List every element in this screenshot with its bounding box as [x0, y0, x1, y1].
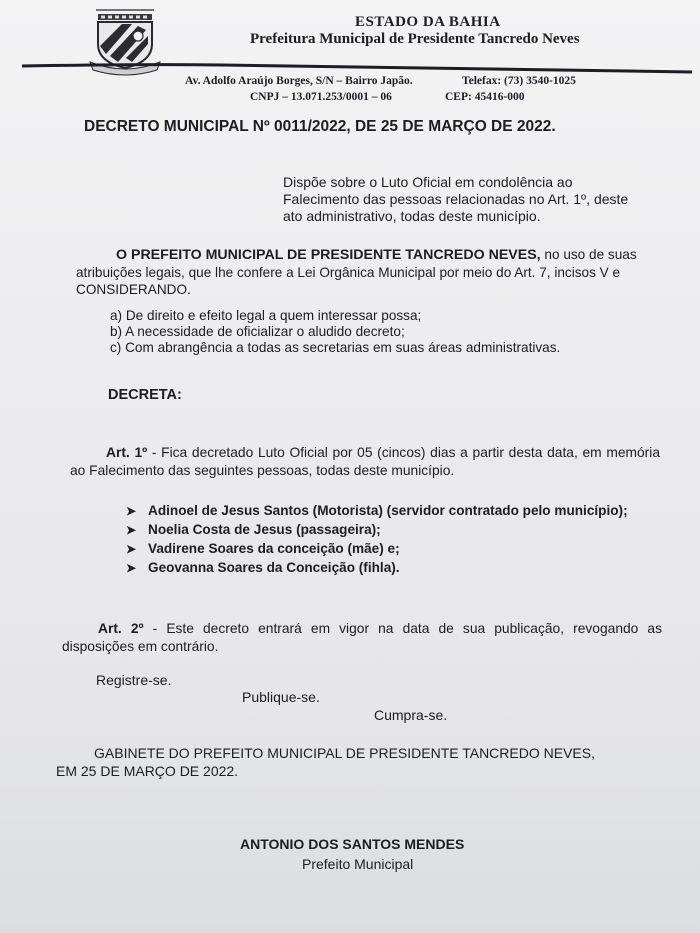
- list-item: c) Com abrangência a todas as secretarias em suas áreas administrativas.: [110, 340, 561, 355]
- cnpj-line: CNPJ – 13.071.253/0001 – 06: [250, 91, 392, 103]
- phone-line: Telefax: (73) 3540-1025: [462, 75, 576, 87]
- decree-summary: Dispõe sobre o Luto Oficial em condolência ao Falecimento das pessoas relacionadas no Art. 1º, deste ato administrativo, todas deste município.: [283, 174, 629, 224]
- article-2-label: Art. 2º: [98, 621, 144, 636]
- list-item: ➤ Adinoel de Jesus Santos (Motorista) (servidor contratado pelo município);: [126, 503, 628, 518]
- publique-se: Publique-se.: [242, 689, 320, 705]
- decree-preamble: [76, 246, 672, 298]
- address-line: Av. Adolfo Araújo Borges, S/N – Bairro Japão.: [185, 75, 413, 87]
- header-rule: [22, 62, 692, 76]
- state-heading: ESTADO DA BAHIA: [355, 14, 501, 30]
- decree-title: DECRETO MUNICIPAL Nº 0011/2022, DE 25 DE MARÇO DE 2022.: [84, 118, 556, 135]
- arrow-bullet-icon: ➤: [126, 504, 137, 518]
- signatory-name: ANTONIO DOS SANTOS MENDES: [240, 836, 465, 852]
- article-1-text: - Fica decretado Luto Oficial por 05 (cincos) dias a partir desta data, em memória ao Falecimento das seguintes pessoas, todas deste município.: [70, 445, 660, 478]
- arrow-bullet-icon: ➤: [126, 561, 137, 575]
- list-item: a) De direito e efeito legal a quem interessar possa;: [110, 308, 422, 323]
- signatory-role: Prefeito Municipal: [302, 856, 414, 872]
- list-item: b) A necessidade de oficializar o aludido decreto;: [110, 324, 405, 339]
- decreta-heading: DECRETA:: [108, 387, 182, 403]
- registre-se: Registre-se.: [96, 672, 172, 688]
- considerando-list: [110, 308, 560, 356]
- arrow-bullet-icon: ➤: [126, 542, 137, 556]
- cumpra-se: Cumpra-se.: [374, 707, 448, 723]
- article-2-text: - Este decreto entrará em vigor na data de sua publicação, revogando as disposições em contrário.: [62, 621, 662, 654]
- list-item: ➤ Noelia Costa de Jesus (passageira);: [126, 522, 381, 537]
- article-2: [62, 620, 662, 656]
- gabinete-closing: [56, 744, 666, 780]
- gabinete-line: GABINETE DO PREFEITO MUNICIPAL DE PRESIDENTE TANCREDO NEVES,: [94, 745, 595, 761]
- arrow-bullet-icon: ➤: [126, 523, 137, 537]
- preamble-lead: O PREFEITO MUNICIPAL DE PRESIDENTE TANCREDO NEVES,: [116, 247, 541, 263]
- preamble-text: no uso de suas atribuições legais, que lhe confere a Lei Orgânica Municipal por meio do Art. 7, incisos V e CONSIDERANDO.: [76, 247, 637, 297]
- deceased-list: [126, 502, 661, 578]
- article-1: [70, 444, 660, 480]
- list-item: ➤ Geovanna Soares da Conceição (fihla).: [126, 560, 400, 575]
- cep-line: CEP: 45416-000: [445, 91, 525, 103]
- article-1-label: Art. 1º: [106, 445, 148, 460]
- gabinete-date: EM 25 DE MARÇO DE 2022.: [56, 763, 239, 779]
- list-item: ➤ Vadirene Soares da conceição (mãe) e;: [126, 541, 400, 556]
- prefecture-heading: Prefeitura Municipal de Presidente Tancredo Neves: [250, 31, 580, 47]
